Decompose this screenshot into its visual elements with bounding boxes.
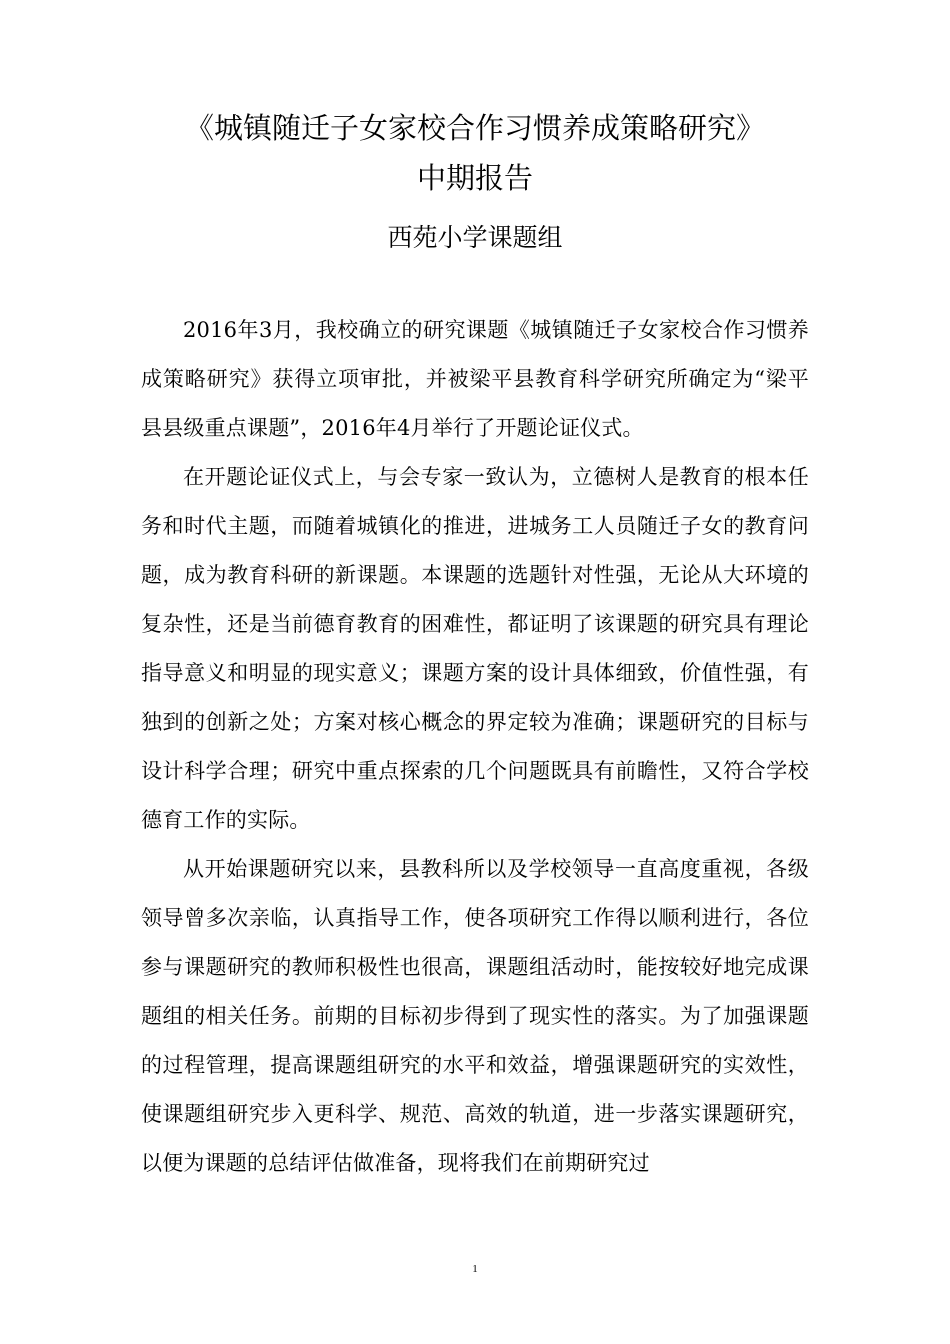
body-paragraph-3: 从开始课题研究以来，县教科所以及学校领导一直高度重视，各级领导曾多次亲临，认真指导工作，使各项研究工作得以顺利进行，各位参与课题研究的教师积极性也很高，课题组活动时，能按较好地完成课题组的相关任务。前期的目标初步得到了现实性的落实。为了加强课题的过程管理，提高课题组研究的水平和效益，增强课题研究的实效性，使课题组研究步入更科学、规范、高效的轨道，进一步落实课题研究，以便为课题的总结评估做准备，现将我们在前期研究过 <box>141 857 809 1175</box>
body-paragraph-1: 2016年3月，我校确立的研究课题《城镇随迁子女家校合作习惯养成策略研究》获得立项审批，并被梁平县教育科学研究所确定为“梁平县县级重点课题”，2016年4月举行了开题论证仪式。 <box>141 318 809 440</box>
document-title-line2: 中期报告 <box>416 161 533 195</box>
document-author: 西苑小学课题组 <box>387 223 563 252</box>
document-title-line1: 《城镇随迁子女家校合作习惯养成策略研究》 <box>184 111 765 145</box>
page-number: 1 <box>472 1263 478 1275</box>
body-paragraph-2: 在开题论证仪式上，与会专家一致认为，立德树人是教育的根本任务和时代主题，而随着城镇化的推进，进城务工人员随迁子女的教育问题，成为教育科研的新课题。本课题的选题针对性强，无论从大环境的复杂性，还是当前德育教育的困难性，都证明了该课题的研究具有理论指导意义和明显的现实意义；课题方案的设计具体细致，价值性强，有独到的创新之处；方案对核心概念的界定较为准确；课题研究的目标与设计科学合理；研究中重点探索的几个问题既具有前瞻性，又符合学校德育工作的实际。 <box>141 465 809 832</box>
document-body <box>141 306 809 1188</box>
